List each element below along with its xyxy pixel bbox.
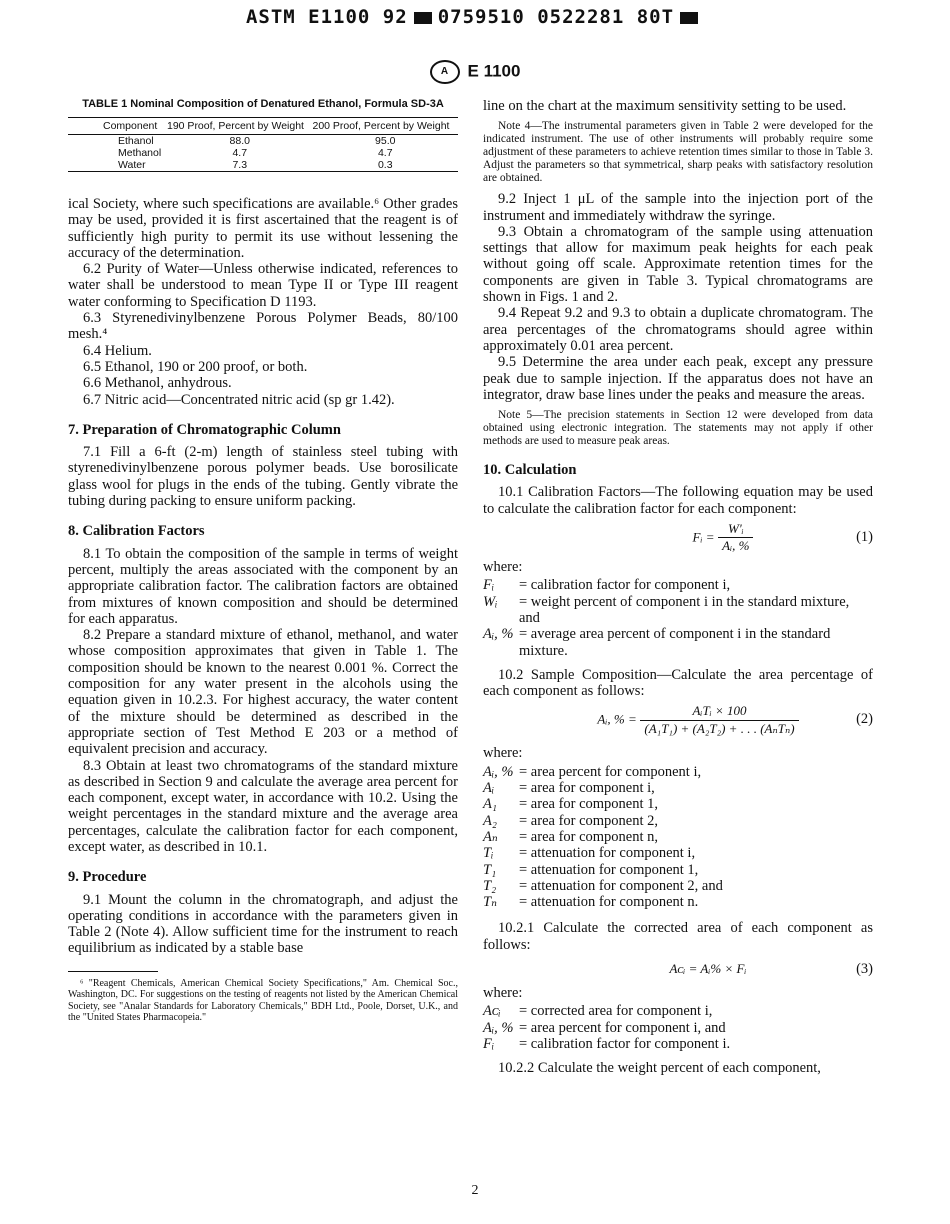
standard-designation <box>0 60 950 84</box>
section-heading-10: 10. Calculation <box>483 462 577 479</box>
equation-2-lhs: Aᵢ, % = <box>597 712 637 728</box>
left-column <box>68 98 458 1024</box>
equation-3-number: (3) <box>856 960 873 977</box>
symbol: Fᵢ <box>483 577 495 594</box>
table-cell: 0.3 <box>312 159 458 172</box>
right-column <box>483 98 873 1076</box>
designation-text: E 1100 <box>467 61 521 81</box>
paragraph-9-3: 9.3 Obtain a chromatogram of the sample using attenuation settings that allow for maximum peak heights for each peak without going off scale. Approximate retention times for the components are given in Table 3. Typical chromatograms are shown in Figs. 1 and 2. <box>483 223 873 306</box>
definition: = area for component i, <box>519 780 655 797</box>
equation-2 <box>483 703 873 741</box>
paragraph-6-3: 6.3 Styrenedivinylbenzene Porous Polymer Beads, 80/100 mesh.⁴ <box>68 310 458 343</box>
definition: = attenuation for component 2, and <box>519 877 723 894</box>
table-row <box>68 147 458 159</box>
page-number: 2 <box>471 1183 479 1198</box>
table-cell: Methanol <box>118 147 162 159</box>
list-item <box>483 894 873 910</box>
paragraph-10-2-1: 10.2.1 Calculate the corrected area of each component as follows: <box>483 920 873 953</box>
header-code-a: ASTM E1100 92 <box>245 6 408 28</box>
symbol: Wᵢ <box>483 593 498 610</box>
list-item <box>483 796 873 812</box>
footnote-divider <box>68 971 158 972</box>
paragraph-6-6: 6.6 Methanol, anhydrous. <box>83 375 232 392</box>
section-heading-9: 9. Procedure <box>68 869 147 886</box>
list-item <box>483 1020 873 1036</box>
table1 <box>68 117 458 172</box>
where-label: where: <box>483 745 523 762</box>
equation-1-numerator: W'ᵢ <box>718 521 753 538</box>
table-cell: Water <box>68 159 167 172</box>
equation-2-numerator: AᵢTᵢ × 100 <box>640 703 798 720</box>
equation-2-fraction <box>640 703 798 737</box>
paragraph-continuation: line on the chart at the maximum sensitivity setting to be used. <box>483 98 847 114</box>
paragraph-6-4: 6.4 Helium. <box>83 342 152 359</box>
paragraph-continuation: ical Society, where such specifications are available.⁶ Other grades may be used, provided it is first ascertained that the reagent is of sufficiently high purity to permit its use without lessening the accuracy of the determination. <box>68 196 458 261</box>
paragraph-8-2: 8.2 Prepare a standard mixture of ethanol, methanol, and water whose composition approximates that given in Table 1. The composition should be known to the nearest 0.001 %. Correct the composition for any water present in the alcohols using the equation given in 10.2.3. For highest accuracy, the water content of the mixture should be determined as described in the appropriate section of Test Method E 203 or a method of equivalent precision and accuracy. <box>68 627 458 758</box>
table1-header-200: 200 Proof, Percent by Weight <box>312 118 458 135</box>
definition: = area for component 2, <box>519 812 659 829</box>
list-item <box>483 577 873 593</box>
symbol: Fᵢ <box>483 1035 495 1052</box>
equation-1-denominator: Aᵢ, % <box>722 538 750 554</box>
equation-1-number: (1) <box>856 529 873 546</box>
equation-1-fraction <box>718 521 753 555</box>
black-block-icon <box>680 12 698 24</box>
equation-1-lhs: Fᵢ = <box>692 529 715 545</box>
paragraph-9-4: 9.4 Repeat 9.2 and 9.3 to obtain a duplicate chromatogram. The area percentages of the chromatograms should agree within approximately 0.01 area percent. <box>483 305 873 354</box>
table-cell: 7.3 <box>167 159 312 172</box>
note-5: Note 5—The precision statements in Section 12 were developed from data obtained using electronic integration. The statements may not apply if other methods are used to measure peak areas. <box>483 409 873 448</box>
table-cell: 4.7 <box>377 147 393 159</box>
definition: = attenuation for component 1, <box>519 861 699 878</box>
paragraph-7-1: 7.1 Fill a 6-ft (2-m) length of stainless steel tubing with styrenedivinylbenzene porous polymer beads. Use borosilicate glass wool for plugs in the ends of the tubing. Gently vibrate the tubing during packing to ensure uniform packing. <box>68 444 458 510</box>
black-block-icon <box>414 12 432 24</box>
definition: = attenuation for component i, <box>519 845 696 862</box>
document-header-code <box>0 6 950 28</box>
equation-3-body: Aᴄᵢ = Aᵢ% × Fᵢ <box>669 960 747 976</box>
table-row <box>68 135 458 148</box>
header-code-b: 0759510 0522281 80T <box>437 6 675 28</box>
symbol: A₂ <box>483 812 497 829</box>
symbol: Aᴄᵢ <box>483 1003 501 1020</box>
table-row <box>68 159 458 172</box>
symbol: Tₙ <box>483 894 497 911</box>
where-label: where: <box>483 559 523 576</box>
list-item <box>483 813 873 829</box>
list-item <box>483 626 873 659</box>
where-label: where: <box>483 984 523 1001</box>
list-item <box>483 780 873 796</box>
table1-header-component: Component <box>68 118 167 135</box>
definition: = area percent for component i, and <box>519 1019 726 1036</box>
section-heading-7: 7. Preparation of Chromatographic Column <box>68 421 341 438</box>
definitions-3 <box>483 1003 873 1052</box>
table-cell: 4.7 <box>232 147 248 159</box>
table-cell: 88.0 <box>229 135 250 147</box>
paragraph-8-3: 8.3 Obtain at least two chromatograms of the standard mixture as described in Section 9 and calculate the average area percent for each component, except water, in accordance with 10.2. Using the weight percentages in the standard mixture and the average area percentages, calculate the calibration factor for each component, except water, as described in 10.1. <box>68 757 458 855</box>
footnote-6: ⁶ "Reagent Chemicals, American Chemical Society Specifications," Am. Chemical Soc., Washington, DC. For suggestions on the testing of reagents not listed by the American Chemical Society, see "Analar Standards for Laboratory Chemicals," BDH Ltd., Poole, Dorset, U.K., and the "United States Pharmacopeia." <box>68 977 458 1024</box>
equation-3 <box>483 957 873 981</box>
definition: = corrected area for component i, <box>519 1003 713 1020</box>
definitions-2 <box>483 764 873 911</box>
equation-2-denominator: (A₁T₁) + (A₂T₂) + . . . (AₙTₙ) <box>644 720 795 736</box>
list-item <box>483 845 873 861</box>
list-item <box>483 764 873 780</box>
definition: = area percent for component i, <box>519 763 702 780</box>
paragraph-9-1: 9.1 Mount the column in the chromatograph, and adjust the operating conditions in accordance with the parameters given in Table 2 (Note 4). Allow sufficient time for the instrument to reach equilibrium as indicated by a stable base <box>68 891 458 957</box>
definition: = calibration factor for component i. <box>519 1035 731 1052</box>
paragraph-9-2: 9.2 Inject 1 μL of the sample into the injection port of the instrument and immediately withdraw the syringe. <box>483 191 873 224</box>
symbol: Aₙ <box>483 828 498 845</box>
table1-title: TABLE 1 Nominal Composition of Denatured Ethanol, Formula SD-3A <box>82 98 444 110</box>
symbol: A₁ <box>483 796 497 813</box>
table-cell: Ethanol <box>118 135 154 147</box>
paragraph-10-2-2: 10.2.2 Calculate the weight percent of each component, <box>498 1060 821 1077</box>
list-item <box>483 829 873 845</box>
definition: = average area percent of component i in the standard mixture. <box>519 626 831 659</box>
symbol: T₁ <box>483 861 497 878</box>
list-item <box>483 1036 873 1052</box>
paragraph-8-1: 8.1 To obtain the composition of the sample in terms of weight percent, multiply the areas associated with the component by an appropriate calibration factor. The calibration factors are obtained from mixtures of known composition and should be determined for each apparatus. <box>68 545 458 627</box>
equation-2-number: (2) <box>856 711 873 728</box>
definition: = weight percent of component i in the standard mixture, and <box>519 593 850 626</box>
list-item <box>483 1003 873 1019</box>
definition: = attenuation for component n. <box>519 894 699 911</box>
paragraph-6-2: 6.2 Purity of Water—Unless otherwise indicated, references to water shall be understood to mean Type II or Type III reagent water conforming to Specification D 1193. <box>68 261 458 310</box>
list-item <box>483 594 873 627</box>
symbol: Aᵢ, % <box>483 1019 514 1036</box>
equation-1 <box>483 521 873 555</box>
symbol: Aᵢ, % <box>483 626 514 643</box>
paragraph-9-5: 9.5 Determine the area under each peak, except any pressure peak due to sample injection. If the apparatus does not have an integrator, draw base lines under the peaks and measure the areas. <box>483 354 873 403</box>
paragraph-6-5: 6.5 Ethanol, 190 or 200 proof, or both. <box>83 358 308 375</box>
definition: = calibration factor for component i, <box>519 577 731 594</box>
paragraph-10-2: 10.2 Sample Composition—Calculate the area percentage of each component as follows: <box>483 666 873 700</box>
list-item <box>483 878 873 894</box>
section-heading-8: 8. Calibration Factors <box>68 523 205 540</box>
definition: = area for component 1, <box>519 796 659 813</box>
symbol: T₂ <box>483 877 497 894</box>
astm-logo-icon: A <box>430 60 460 84</box>
list-item <box>483 862 873 878</box>
symbol: Tᵢ <box>483 845 494 862</box>
definitions-1 <box>483 577 873 658</box>
table1-header-190: 190 Proof, Percent by Weight <box>167 118 312 135</box>
symbol: Aᵢ, % <box>483 763 514 780</box>
symbol: Aᵢ <box>483 780 495 797</box>
table-cell: 95.0 <box>375 135 396 147</box>
note-4: Note 4—The instrumental parameters given in Table 2 were developed for the indicated instrument. The use of other instruments will probably require some adjustment of these parameters to achieve retention times similar to those in Table 3. Adjust the parameters so that symmetrical, sharp peaks with satisfactory resolution are obtained. <box>483 120 873 185</box>
paragraph-10-1: 10.1 Calibration Factors—The following equation may be used to calculate the calibration factor for each component: <box>483 484 873 517</box>
paragraph-6-7: 6.7 Nitric acid—Concentrated nitric acid (sp gr 1.42). <box>83 391 395 408</box>
definition: = area for component n, <box>519 828 659 845</box>
